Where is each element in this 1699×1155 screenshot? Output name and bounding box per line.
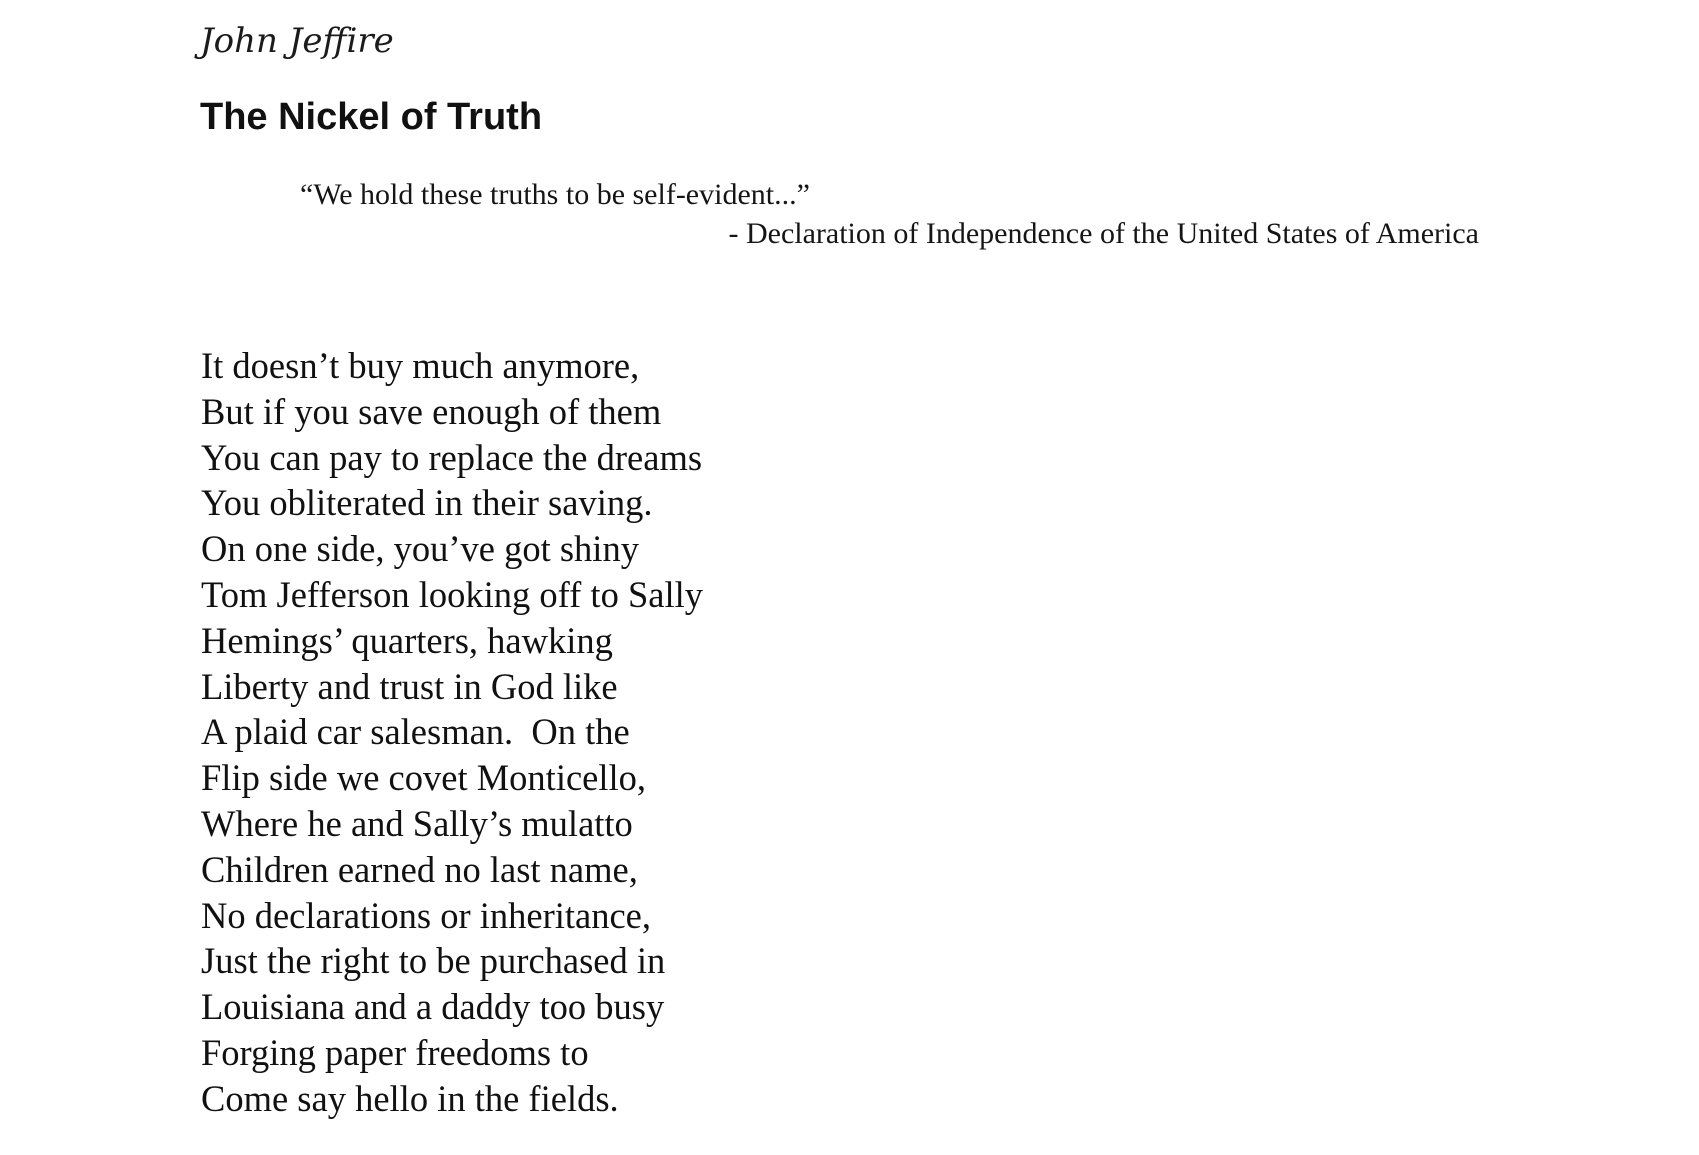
poem-line: It doesn’t buy much anymore, [201, 345, 640, 386]
poem-line: Flip side we covet Monticello, [201, 757, 647, 799]
poem-line: Hemings’ quarters, hawking [201, 619, 613, 661]
poem-line: You can pay to replace the dreams [201, 436, 703, 478]
poem-body [201, 343, 703, 1122]
poem-line: On one side, you’ve got shiny [201, 528, 639, 570]
poem-line: But if you save enough of them [201, 390, 662, 432]
poem-line: Come say hello in the fields. [201, 1077, 619, 1119]
poem-line: Louisiana and a daddy too busy [201, 986, 665, 1028]
poem-line: You obliterated in their saving. [201, 482, 653, 524]
epigraph-source: - Declaration of Independence of the United States of America [728, 217, 1479, 250]
author-name: John Jeffire [200, 21, 394, 61]
epigraph-quote: “We hold these truths to be self-evident...” [300, 178, 810, 211]
poem-line: Just the right to be purchased in [201, 940, 666, 982]
poem-line: No declarations or inheritance, [201, 894, 651, 936]
poem-title: The Nickel of Truth [200, 96, 543, 138]
poem-line: A plaid car salesman. On the [201, 711, 630, 753]
poem-line: Where he and Sally’s mulatto [201, 802, 633, 844]
poem-line: Liberty and trust in God like [201, 665, 618, 707]
poem-line: Forging paper freedoms to [201, 1031, 589, 1073]
poem-line: Children earned no last name, [201, 848, 638, 890]
poem-line: Tom Jefferson looking off to Sally [201, 573, 703, 615]
